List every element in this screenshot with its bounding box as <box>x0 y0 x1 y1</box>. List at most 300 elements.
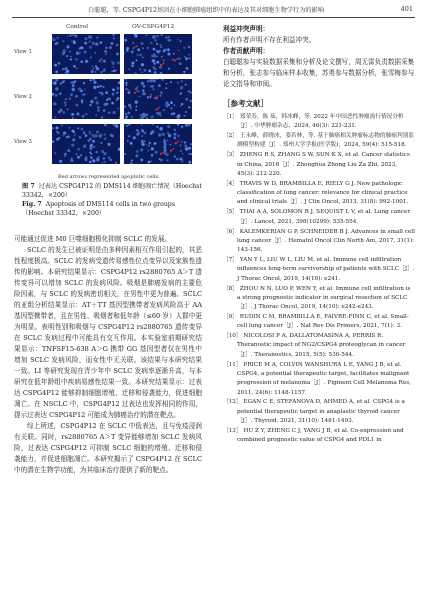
nucleus <box>146 144 148 146</box>
nucleus <box>156 61 159 64</box>
nucleus <box>104 68 106 70</box>
nucleus <box>99 92 101 94</box>
nucleus <box>130 142 133 145</box>
micrograph-oe-view3 <box>124 124 192 164</box>
nucleus <box>89 147 92 150</box>
nucleus <box>99 135 102 138</box>
nucleus <box>80 154 82 156</box>
nucleus <box>159 44 161 46</box>
nucleus <box>188 161 191 164</box>
nucleus <box>90 153 92 155</box>
apoptosis-arrow <box>134 90 138 93</box>
nucleus <box>118 148 120 151</box>
nucleus <box>152 35 155 38</box>
nucleus <box>151 154 154 157</box>
nucleus <box>104 124 106 126</box>
nucleus <box>59 160 62 163</box>
nucleus <box>190 153 192 155</box>
nucleus <box>104 133 106 135</box>
nucleus <box>95 114 97 116</box>
nucleus <box>69 34 72 37</box>
nucleus <box>89 104 91 106</box>
nucleus <box>167 39 170 42</box>
nucleus <box>60 82 62 84</box>
nucleus <box>100 41 103 44</box>
nucleus <box>137 54 139 56</box>
nucleus <box>157 35 159 37</box>
nucleus <box>131 116 134 119</box>
nucleus <box>54 64 57 67</box>
nucleus <box>76 153 78 155</box>
micrograph-oe-view1 <box>124 34 192 74</box>
nucleus <box>83 131 86 134</box>
nucleus <box>184 115 186 117</box>
nucleus <box>72 138 75 141</box>
nucleus <box>96 151 98 153</box>
nucleus <box>184 145 187 148</box>
nucleus <box>142 47 144 49</box>
nucleus <box>188 90 191 93</box>
nucleus <box>185 147 188 150</box>
nucleus <box>125 117 127 119</box>
nucleus <box>52 37 53 39</box>
nucleus <box>181 141 183 143</box>
reference-item: ［9］ RUDIN C M, BRAMBILLA E, FAIVRE-FINN C, et al. Small-cell lung cancer［J］. Nat Rev Dis Primers, 2021, 7(1): 3. <box>223 313 409 330</box>
nucleus <box>113 124 116 126</box>
nucleus <box>188 147 190 149</box>
nucleus <box>89 46 92 49</box>
nucleus <box>85 134 88 137</box>
nucleus <box>71 40 73 42</box>
nucleus <box>154 63 156 65</box>
nucleus <box>135 106 137 108</box>
nucleus <box>181 103 183 105</box>
nucleus <box>128 135 130 137</box>
nucleus <box>61 124 63 126</box>
nucleus <box>180 105 182 107</box>
nucleus <box>117 97 120 100</box>
figure-row-label: View 3 <box>14 139 32 145</box>
nucleus <box>151 85 154 88</box>
nucleus <box>62 111 65 114</box>
figure-row-label: View 1 <box>14 49 32 55</box>
nucleus <box>177 82 179 84</box>
nucleus <box>148 161 151 164</box>
caption-en-label: Fig. 7 <box>22 201 42 208</box>
nucleus <box>188 54 190 56</box>
nucleus <box>63 133 65 135</box>
nucleus <box>63 52 66 55</box>
nucleus <box>75 95 77 97</box>
nucleus <box>150 132 153 135</box>
nucleus <box>160 91 163 94</box>
nucleus <box>188 106 190 108</box>
nucleus <box>64 153 67 156</box>
nucleus <box>58 111 61 114</box>
nucleus <box>188 46 190 48</box>
nucleus <box>165 104 168 107</box>
nucleus <box>154 142 157 145</box>
nucleus <box>59 92 62 95</box>
reference-item: ［2］ 王永峰，薛晓冰，娄若林，等. 基于肺癌相关肿瘤标志物的肺癌判别监测模型构建［J］. 郑州大学学报(医学版)，2024, 59(4): 515-518. <box>223 133 415 149</box>
nucleus <box>82 115 85 118</box>
nucleus <box>80 47 82 49</box>
nucleus <box>95 52 97 54</box>
micrograph-control-view1 <box>52 34 120 74</box>
nucleus <box>96 157 98 159</box>
caption-cn-label: 图 7 <box>22 183 35 190</box>
paragraph: 可能通过促进 M0 巨噬细胞极化抑制 SCLC 的发展。 <box>14 235 172 243</box>
nucleus <box>81 99 84 102</box>
nucleus <box>179 40 181 42</box>
nucleus <box>124 39 127 42</box>
nucleus <box>85 113 87 115</box>
nucleus <box>89 131 91 133</box>
nucleus <box>179 62 182 65</box>
nucleus <box>185 111 187 113</box>
nucleus <box>57 37 59 39</box>
apoptosis-arrow <box>170 148 174 151</box>
nucleus <box>190 143 192 145</box>
nucleus <box>124 106 126 108</box>
nucleus <box>78 52 81 55</box>
nucleus <box>90 57 92 59</box>
nucleus <box>111 42 114 45</box>
nucleus <box>83 93 85 95</box>
nucleus <box>65 98 67 100</box>
apoptosis-arrow <box>161 63 165 66</box>
nucleus <box>170 81 172 83</box>
nucleus <box>73 65 76 68</box>
nucleus <box>174 129 176 131</box>
nucleus <box>118 81 120 84</box>
nucleus <box>124 153 126 155</box>
nucleus <box>167 125 170 128</box>
nucleus <box>130 107 132 109</box>
nucleus <box>96 37 98 39</box>
nucleus <box>108 156 111 159</box>
nucleus <box>90 100 93 103</box>
nucleus <box>159 66 162 69</box>
nucleus <box>150 42 152 44</box>
nucleus <box>113 111 116 114</box>
nucleus <box>151 116 154 119</box>
nucleus <box>117 87 120 90</box>
nucleus <box>178 57 181 60</box>
reference-list <box>223 113 415 446</box>
nucleus <box>158 133 161 136</box>
nucleus <box>137 86 139 88</box>
nucleus <box>143 115 146 118</box>
nucleus <box>141 129 143 131</box>
nucleus <box>152 124 154 125</box>
nucleus <box>183 71 185 73</box>
nucleus <box>180 150 182 152</box>
nucleus <box>56 131 58 133</box>
nucleus <box>153 48 156 51</box>
nucleus <box>89 79 91 81</box>
nucleus <box>136 59 138 61</box>
nucleus <box>62 40 64 42</box>
nucleus <box>83 145 86 148</box>
nucleus <box>73 81 75 83</box>
nucleus <box>92 42 95 45</box>
caption-cn-text: 过表达 CSPG4P12 的 DMS114 细胞凋亡情况（Hoechst 33342，×200） <box>22 183 202 199</box>
reference-item: ［12］ EGAN C E, STEFANOVA D, AHMED A, et al. CSPG4 is a potential therapeutic target in anaplastic thyroid cancer［J］. Thyroid, 2021, 31(10): 1481-1493. <box>223 399 405 425</box>
nucleus <box>161 56 163 58</box>
nucleus <box>92 71 94 73</box>
nucleus <box>99 59 102 62</box>
nucleus <box>128 68 130 70</box>
nucleus <box>137 48 140 51</box>
nucleus <box>111 61 113 63</box>
nucleus <box>126 85 128 87</box>
nucleus <box>103 109 106 112</box>
nucleus <box>95 42 98 45</box>
nucleus <box>128 91 131 94</box>
nucleus <box>127 140 129 142</box>
nucleus <box>167 132 169 134</box>
figure-7 <box>14 24 202 217</box>
figure-note: Red arrows represented apoptotic cells. <box>58 174 160 180</box>
nucleus <box>77 127 79 129</box>
nucleus <box>69 51 71 53</box>
nucleus <box>141 63 144 66</box>
nucleus <box>77 148 79 150</box>
nucleus <box>189 153 191 155</box>
nucleus <box>97 85 100 88</box>
nucleus <box>96 67 99 70</box>
nucleus <box>111 70 113 72</box>
nucleus <box>188 57 190 59</box>
nucleus <box>156 79 158 80</box>
nucleus <box>174 133 177 136</box>
nucleus <box>177 39 179 41</box>
reference-item: ［11］ PRICE M A, COLVIN WANSHURA L E, YANG J B, et al. CSPG4, a potential therapeutic target, facilitates malignant progression of melanoma［J］. Pigment Cell Melanoma Res, 2011, 24(6): 1148-1157. <box>223 361 411 396</box>
nucleus <box>92 140 95 143</box>
nucleus <box>67 108 69 110</box>
nucleus <box>140 114 143 117</box>
nucleus <box>146 117 148 119</box>
nucleus <box>169 144 171 146</box>
reference-item: ［3］ ZHENG R S, ZHANG S W, SUN K X, et al. Cancer statistics in China, 2016［J］. Zhonghua Zhong Liu Za Zhi, 2023, 45(3): 212-220. <box>223 152 410 177</box>
nucleus <box>103 60 106 63</box>
nucleus <box>77 156 80 159</box>
nucleus <box>128 124 131 126</box>
paragraph: SCLC 的发生已被证明是由多种因素相互作用引起的，其恶性程度极高。SCLC 的发病受遗传易感性位点变异以及家族性遗传的影响。本研究结果显示：CSPG4P12 rs2880765 A＞T 遗传变异可以增加 SCLC 的发病风险。吸烟是肺癌发病的主要危险因素，与 SCLC 的发病密切相关，在男性中更为普遍。SCLC 的亚组分析结果显示：AT＋TT 基因型携带者发病风险高于 AA 基因型携带者，且在男性、吸烟者和低年龄（≤60 岁）人群中更为明显。表明性别和吸烟与 CSPG4P12 rs2880765 遗传变异在 SCLC 发病过程中可能具有交互作用。本实验室前期研究结果显示：TNFSF15-638 A＞G 携带 GG 基因型者仅在男性中增加 SCLC 发病风险，而女性中无关联。该结果与本研究结果一致。LI 等研究发现在青少年中 SCLC 发病率逐渐升高，与本研究在低年龄组中疾病易感性结果一致。本研究结果显示：过表达 CSPG4P12 能够抑制细胞增殖、迁移和侵袭能力，促进细胞凋亡。在 NSCLC 中，CSPG4P12 过表达也发挥相同的作用，提示过表达 CSPG4P12 可能成为肺癌治疗的潜在靶点。 <box>14 246 202 419</box>
nucleus <box>63 49 66 52</box>
header-rule <box>12 17 415 18</box>
nucleus <box>178 50 180 52</box>
nucleus <box>96 101 99 104</box>
left-column <box>14 24 202 476</box>
micrograph-oe-view2 <box>124 79 192 119</box>
reference-item: ［4］ TRAVIS W D, BRAMBILLA E, RIELY G J. New pathologic classification of lung cancer: relevance for clinical practice and clinical trials［J］. J Clin Oncol, 2013, 31(8): 992-1001. <box>223 180 409 206</box>
nucleus <box>138 132 140 134</box>
nucleus <box>185 98 188 101</box>
nucleus <box>79 136 82 139</box>
nucleus <box>52 93 54 96</box>
nucleus <box>160 95 162 97</box>
nucleus <box>66 55 68 57</box>
nucleus <box>115 162 117 164</box>
reference-item: ［8］ ZHOU N N, LUO P, WEN Y, et al. Immune cell infiltration is a strong prognostic indicator in surgical resection of SCLC［J］. J Thorac Oncol, 2019, 14(10): e242-e243. <box>223 285 411 311</box>
nucleus <box>70 159 73 162</box>
nucleus <box>168 68 170 70</box>
nucleus <box>134 72 136 74</box>
nucleus <box>85 60 88 63</box>
nucleus <box>113 38 115 40</box>
nucleus <box>162 133 165 136</box>
reference-item: ［7］ YAN Y L, LIU W L, LIU M, et al. Immune cell infiltration influences long-term survivorship of patients with SCLC［J］. J Thorac Oncol, 2019, 14(10): e241. <box>223 257 415 282</box>
reference-item: ［1］ 郑荣寿，陈 茹，韩冰峰，等. 2022 年中国恶性肿瘤流行情况分析［J］. 中华肿瘤杂志，2024, 46(3): 221-231. <box>223 114 404 130</box>
nucleus <box>73 41 76 44</box>
nucleus <box>75 35 78 38</box>
nucleus <box>126 47 128 49</box>
nucleus <box>185 84 187 86</box>
nucleus <box>153 55 156 58</box>
nucleus <box>54 152 56 154</box>
nucleus <box>141 82 144 85</box>
caption-en <box>22 200 202 218</box>
nucleus <box>140 148 143 151</box>
nucleus <box>89 133 91 135</box>
nucleus <box>112 66 114 68</box>
nucleus <box>170 101 173 104</box>
nucleus <box>70 56 72 58</box>
nucleus <box>156 56 158 58</box>
nucleus <box>97 106 100 109</box>
nucleus <box>64 101 67 104</box>
nucleus <box>71 113 74 116</box>
nucleus <box>156 126 158 128</box>
figure-captions <box>22 182 202 218</box>
nucleus <box>56 127 59 130</box>
nucleus <box>126 125 128 127</box>
nucleus <box>72 117 74 119</box>
nucleus <box>152 59 155 62</box>
nucleus <box>106 103 109 106</box>
nucleus <box>88 35 91 38</box>
conflict-statement <box>223 24 415 46</box>
reference-item: ［6］ KALEMKERIAN G P, SCHNEIDER B J. Advances in small cell lung cancer［J］. Hematol Oncol Clin North Am, 2017, 31(1): 143-156. <box>223 228 415 254</box>
nucleus <box>133 136 136 139</box>
nucleus <box>128 89 130 91</box>
nucleus <box>181 126 183 128</box>
nucleus <box>148 145 150 147</box>
nucleus <box>93 79 95 81</box>
section-text: 所有作者声明不存在利益冲突。 <box>223 36 316 44</box>
nucleus <box>65 69 67 71</box>
nucleus <box>53 102 56 105</box>
nucleus <box>72 84 75 87</box>
nucleus <box>167 159 169 161</box>
nucleus <box>150 94 152 96</box>
nucleus <box>164 152 167 155</box>
nucleus <box>158 84 161 87</box>
nucleus <box>52 79 54 81</box>
nucleus <box>52 127 54 129</box>
nucleus <box>76 104 79 107</box>
nucleus <box>143 132 146 135</box>
nucleus <box>173 104 175 106</box>
nucleus <box>103 79 105 80</box>
nucleus <box>148 150 150 152</box>
apoptosis-arrow <box>156 107 160 110</box>
nucleus <box>163 146 166 149</box>
section-label: 作者贡献声明： <box>223 47 270 55</box>
nucleus <box>184 56 186 58</box>
nucleus <box>171 113 173 115</box>
figure-row-label: View 2 <box>14 94 32 100</box>
micrograph-control-view3 <box>52 124 120 164</box>
nucleus <box>151 147 154 150</box>
nucleus <box>135 101 138 104</box>
nucleus <box>130 162 133 164</box>
left-body <box>14 234 202 476</box>
nucleus <box>151 161 153 163</box>
nucleus <box>142 92 145 95</box>
nucleus <box>110 159 112 161</box>
nucleus <box>100 85 102 87</box>
nucleus <box>126 88 128 90</box>
nucleus <box>181 80 183 82</box>
nucleus <box>56 138 59 141</box>
nucleus <box>93 81 96 84</box>
nucleus <box>104 152 107 155</box>
reference-item: ［10］ NICOLOSI P A, DALLATOMASINA A, PERRIS R. Theranostic impact of NG2/CSPG4 proteoglycan in cancer［J］. Theranostics, 2015, 5(5): 530-544. <box>223 333 406 358</box>
nucleus <box>93 135 96 138</box>
nucleus <box>67 36 69 38</box>
nucleus <box>190 92 192 94</box>
figure-col-control: Control <box>66 24 89 30</box>
nucleus <box>95 65 97 67</box>
nucleus <box>116 44 119 47</box>
nucleus <box>135 155 138 158</box>
nucleus <box>152 79 155 82</box>
nucleus <box>142 57 144 59</box>
nucleus <box>104 138 107 141</box>
nucleus <box>158 112 161 115</box>
nucleus <box>128 104 131 107</box>
nucleus <box>157 50 160 53</box>
nucleus <box>115 124 118 127</box>
nucleus <box>89 161 92 164</box>
nucleus <box>110 134 112 136</box>
nucleus <box>67 149 70 152</box>
nucleus <box>159 127 162 130</box>
nucleus <box>176 158 179 161</box>
references-heading: ［参考文献］ <box>223 99 268 108</box>
section-text: 白聪聪参与实验数据采集和分析及论文撰写，周无雷负责数据采集和分析，张志参与临床样本收集，苏勇参与数据分析，张雪梅参与论文指导和审阅。 <box>223 58 415 88</box>
nucleus <box>84 42 87 45</box>
apoptosis-arrow <box>175 141 179 144</box>
nucleus <box>102 162 104 164</box>
nucleus <box>167 52 170 55</box>
nucleus <box>163 59 165 61</box>
nucleus <box>173 137 176 140</box>
nucleus <box>124 52 125 54</box>
nucleus <box>117 61 120 64</box>
nucleus <box>84 51 87 54</box>
nucleus <box>185 124 188 127</box>
figure-col-oe: OV-CSPG4P12 <box>132 24 175 30</box>
nucleus <box>55 87 58 90</box>
nucleus <box>83 82 86 85</box>
nucleus <box>112 88 115 91</box>
nucleus <box>141 124 143 126</box>
nucleus <box>72 130 75 133</box>
